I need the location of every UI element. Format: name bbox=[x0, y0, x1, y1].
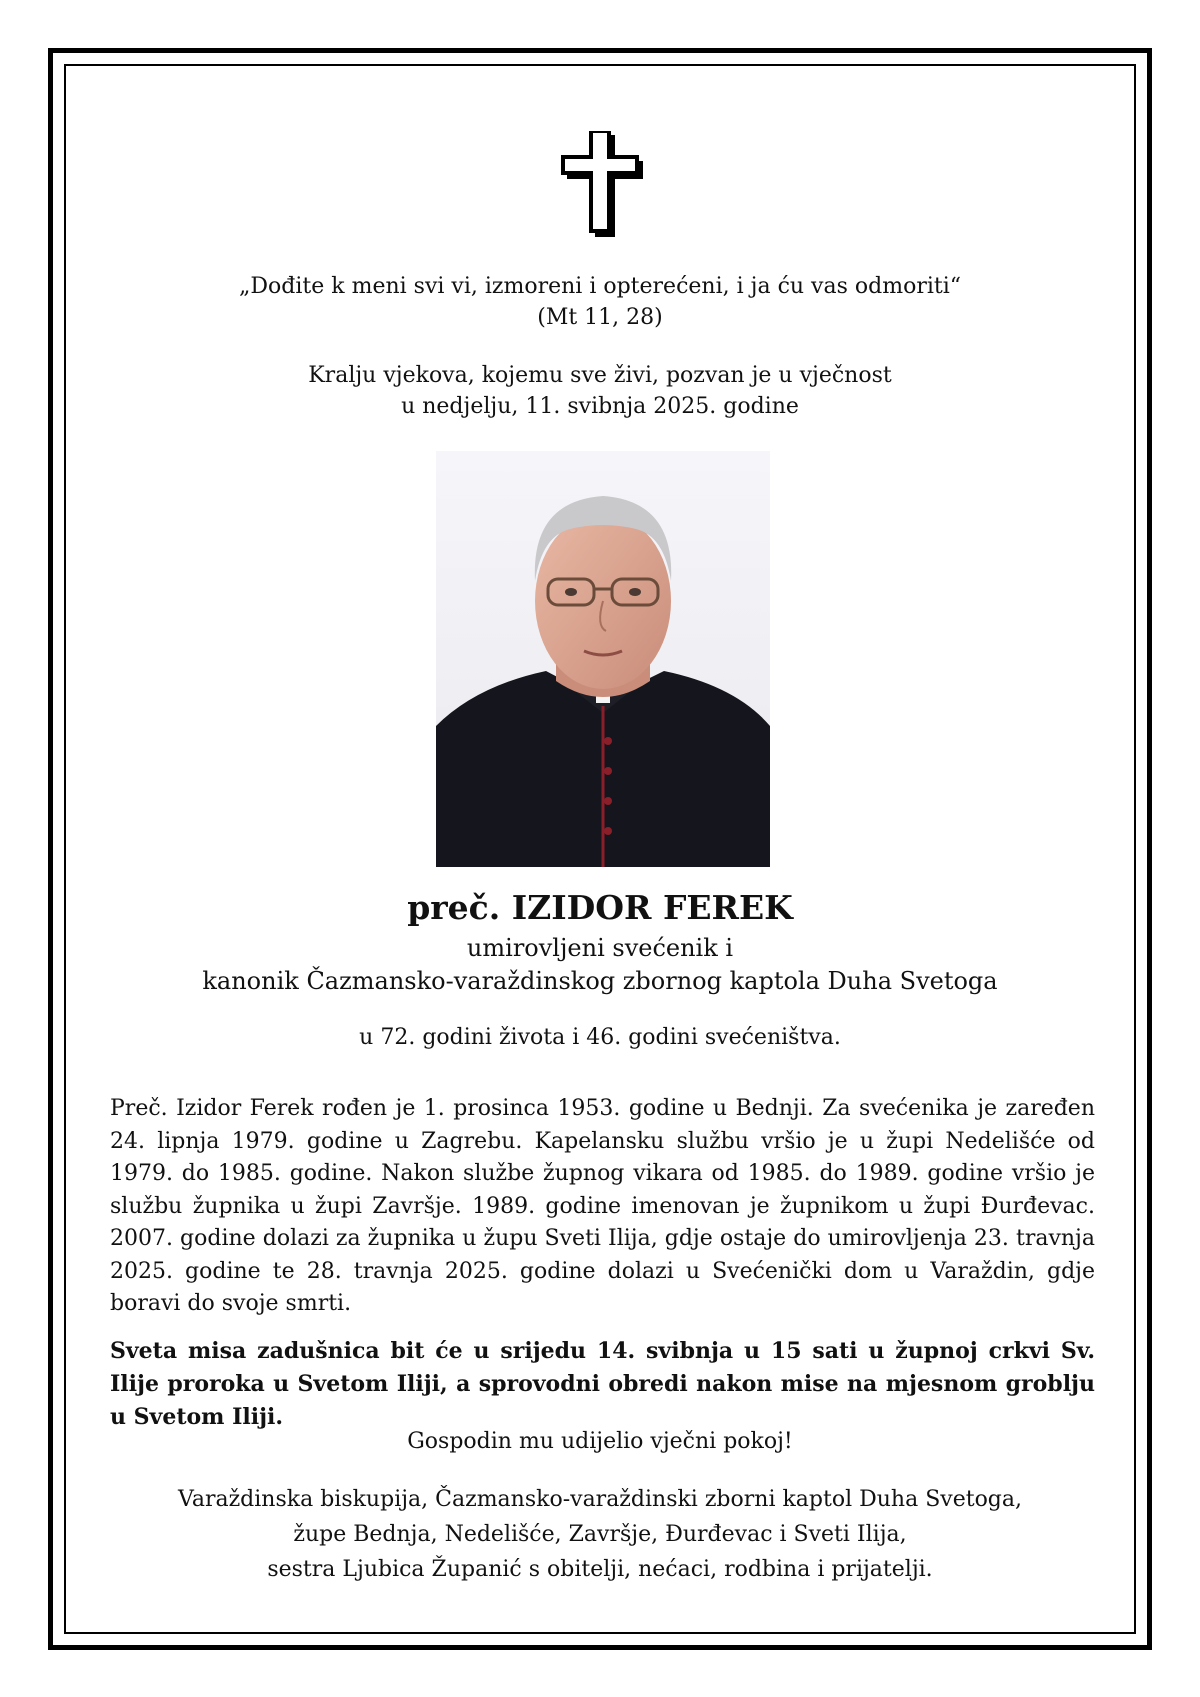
mourners-line-2: župe Bednja, Nedelišće, Završje, Đurđevac i Sveti Ilija, bbox=[293, 1522, 907, 1547]
deceased-role bbox=[100, 932, 1100, 998]
role-line-1: umirovljeni svećenik i bbox=[466, 934, 734, 962]
blessing-line: Gospodin mu udijelio vječni pokoj! bbox=[407, 1429, 793, 1454]
quote-text: „Dođite k meni svi vi, izmoreni i opterećeni, i ja ću vas odmoriti“ bbox=[239, 274, 961, 299]
mourners-list bbox=[100, 1482, 1100, 1587]
intro-line-2: u nedjelju, 11. svibnja 2025. godine bbox=[401, 394, 799, 419]
portrait-photo bbox=[436, 451, 770, 867]
death-announcement bbox=[100, 360, 1100, 422]
bible-quote bbox=[100, 271, 1100, 333]
role-line-2: kanonik Čazmansko-varaždinskog zbornog kaptola Duha Svetoga bbox=[202, 967, 998, 995]
cross-icon bbox=[557, 131, 647, 241]
deceased-name: preč. IZIDOR FEREK bbox=[407, 888, 793, 927]
mourners-line-3: sestra Ljubica Županić s obitelji, nećaci, rodbina i prijatelji. bbox=[267, 1557, 933, 1582]
mourners-line-1: Varaždinska biskupija, Čazmansko-varaždinski zborni kaptol Duha Svetoga, bbox=[177, 1487, 1023, 1512]
mass-notice: Sveta misa zadušnica bit će u srijedu 14. svibnja u 15 sati u župnoj crkvi Sv. Ilije proroka u Svetom Iliji, a sprovodni obredi nakon mise na mjesnom groblju u Svetom Iliji. bbox=[110, 1338, 1095, 1430]
quote-reference: (Mt 11, 28) bbox=[537, 305, 663, 330]
intro-line-1: Kralju vjekova, kojemu sve živi, pozvan je u vječnost bbox=[308, 363, 892, 388]
biography-paragraph: Preč. Izidor Ferek rođen je 1. prosinca 1953. godine u Bednji. Za svećenika je zaređen 24. lipnja 1979. godine u Zagrebu. Kapelansku službu vršio je u župi Nedelišće od 1979. do 1985. godine. Nakon službe župnog vikara od 1985. do 1989. godine vršio je službu župnika u župi Završje. 1989. godine imenovan je župnikom u župi Đurđevac. 2007. godine dolazi za župnika u župu Sveti Ilija, gdje ostaje do umirovljenja 23. travnja 2025. godine te 28. travnja 2025. godine dolazi u Svećenički dom u Varaždin, gdje boravi do svoje smrti. bbox=[110, 1096, 1095, 1316]
age-statement: u 72. godini života i 46. godini svećeništva. bbox=[359, 1025, 841, 1050]
